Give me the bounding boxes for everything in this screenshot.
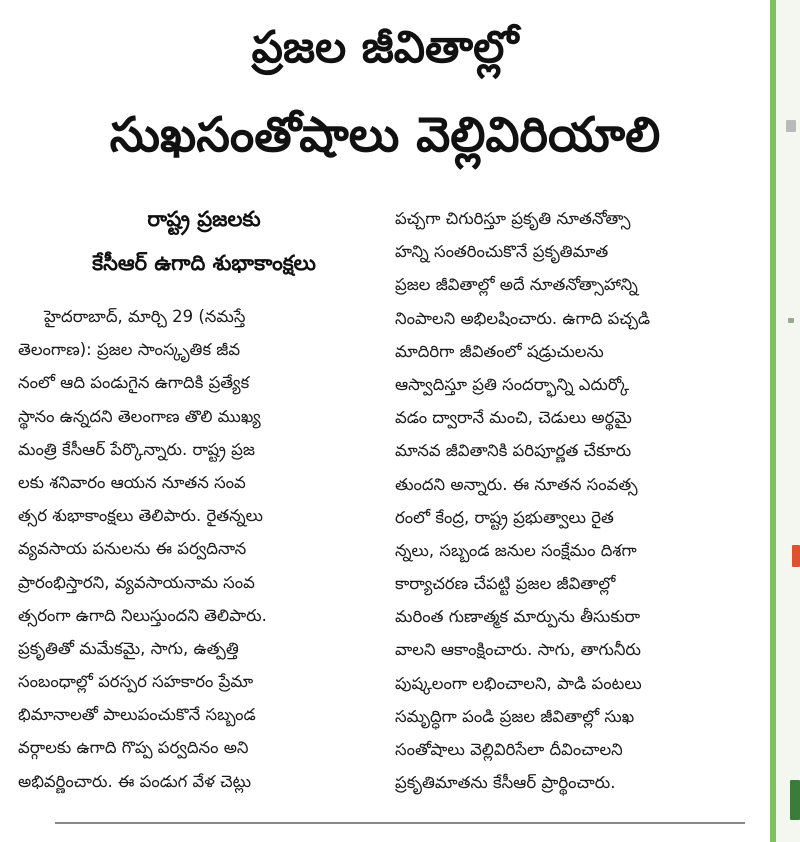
text-line: పచ్చగా చిగురిస్తూ ప్రకృతి నూతనోత్సా bbox=[395, 209, 631, 228]
text-line: లకు శనివారం ఆయన నూతన సంవ bbox=[18, 472, 246, 492]
article-right-column bbox=[395, 202, 740, 799]
text-line: పుష్కలంగా లభించాలని, పాడి పంటలు bbox=[395, 673, 642, 693]
subheadline-line-2: కేసీఆర్ ఉగాది శుభాకాంక్షలు bbox=[92, 251, 316, 275]
subheadline-line-1: రాష్ట్ర ప్రజలకు bbox=[147, 207, 261, 231]
text-line: త్సర శుభాకాంక్షలు తెలిపారు. రైతన్నలు bbox=[18, 506, 263, 526]
text-line: తుందని అన్నారు. ఈ నూతన సంవత్స bbox=[395, 474, 638, 494]
text-line: ఆస్వాదిస్తూ ప్రతి సందర్భాన్ని ఎదుర్కో bbox=[395, 374, 630, 394]
edge-mark bbox=[790, 780, 800, 820]
text-line: సంతోషాలు వెల్లివిరిసేలా దీవించాలని bbox=[395, 740, 623, 759]
text-line: నింపాలని అభిలషించారు. ఉగాది పచ్చడి bbox=[395, 308, 651, 328]
text-line: న్నలు, సబ్బండ జనుల సంక్షేమం దిశగా bbox=[395, 540, 637, 560]
text-line: మానవ జీవితానికి పరిపూర్ణత చేకూరు bbox=[395, 441, 632, 461]
text-line: వ్యవసాయ పనులను ఈ పర్వదినాన bbox=[18, 539, 247, 559]
bottom-divider bbox=[55, 822, 745, 824]
text-line: స్థానం ఉన్నదని తెలంగాణ తొలి ముఖ్య bbox=[18, 406, 261, 426]
headline-line-1: ప్రజల జీవితాల్లో bbox=[251, 22, 519, 73]
text-line: మంత్రి కేసీఆర్ పేర్కొన్నారు. రాష్ట్ర ప్రజ bbox=[18, 439, 255, 459]
text-line: హైదరాబాద్, మార్చి 29 (నమస్తే bbox=[44, 307, 246, 326]
text-line: త్సరంగా ఉగాది నిలుస్తుందని తెలిపారు. bbox=[18, 605, 267, 625]
text-line: ప్రారంభిస్తారని, వ్యవసాయనామ సంవ bbox=[18, 572, 255, 592]
text-line: ప్రకృతితో మమేకమై, సాగు, ఉత్పత్తి bbox=[18, 638, 239, 658]
text-line: రంలో కేంద్ర, రాష్ట్ర ప్రభుత్వాలు రైత bbox=[395, 507, 614, 527]
edge-mark bbox=[788, 318, 794, 323]
text-line: తెలంగాణ): ప్రజల సాంస్కృతిక జీవ bbox=[18, 340, 241, 360]
headline-line-2: సుఖసంతోషాలు వెల్లివిరియాలి bbox=[109, 107, 661, 163]
text-line: మరింత గుణాత్మక మార్పును తీసుకురా bbox=[395, 607, 641, 627]
text-line: భిమానాలతో పాలుపంచుకొనే సబ్బండ bbox=[18, 705, 256, 725]
text-line: ప్రజల జీవితాల్లో అదే నూతనోత్సాహాన్ని bbox=[395, 275, 638, 295]
text-line: మాదిరిగా జీవితంలో షడ్రుచులను bbox=[395, 341, 604, 361]
text-line: అభివర్ణించారు. ఈ పండుగ వేళ చెట్లు bbox=[18, 771, 252, 791]
text-line: వర్గాలకు ఉగాది గొప్ప పర్వదినం అని bbox=[18, 738, 249, 758]
text-line: ప్రకృతిమాతను కేసీఆర్ ప్రార్థించారు. bbox=[395, 773, 616, 793]
text-line: నంలో ఆది పండుగైన ఉగాదికి ప్రత్యేక bbox=[18, 373, 250, 393]
text-line: వాలని ఆకాంక్షించారు. సాగు, తాగునీరు bbox=[395, 640, 641, 660]
text-line: హన్ని సంతరించుకొనే ప్రకృతిమాత bbox=[395, 242, 609, 262]
text-line: సంబంధాల్లో పరస్పర సహకారం ప్రేమా bbox=[18, 672, 254, 692]
text-line: వడం ద్వారానే మంచి, చెడులు అర్థమై bbox=[395, 408, 632, 428]
edge-mark bbox=[792, 545, 800, 567]
article-left-column bbox=[18, 300, 363, 798]
green-edge-stripe bbox=[770, 0, 776, 842]
text-line: సమృద్ధిగా పండి ప్రజల జీవితాల్లో సుఖ bbox=[395, 706, 635, 726]
edge-mark bbox=[786, 120, 796, 132]
text-line: కార్యాచరణ చేపట్టి ప్రజల జీవితాల్లో bbox=[395, 574, 616, 594]
